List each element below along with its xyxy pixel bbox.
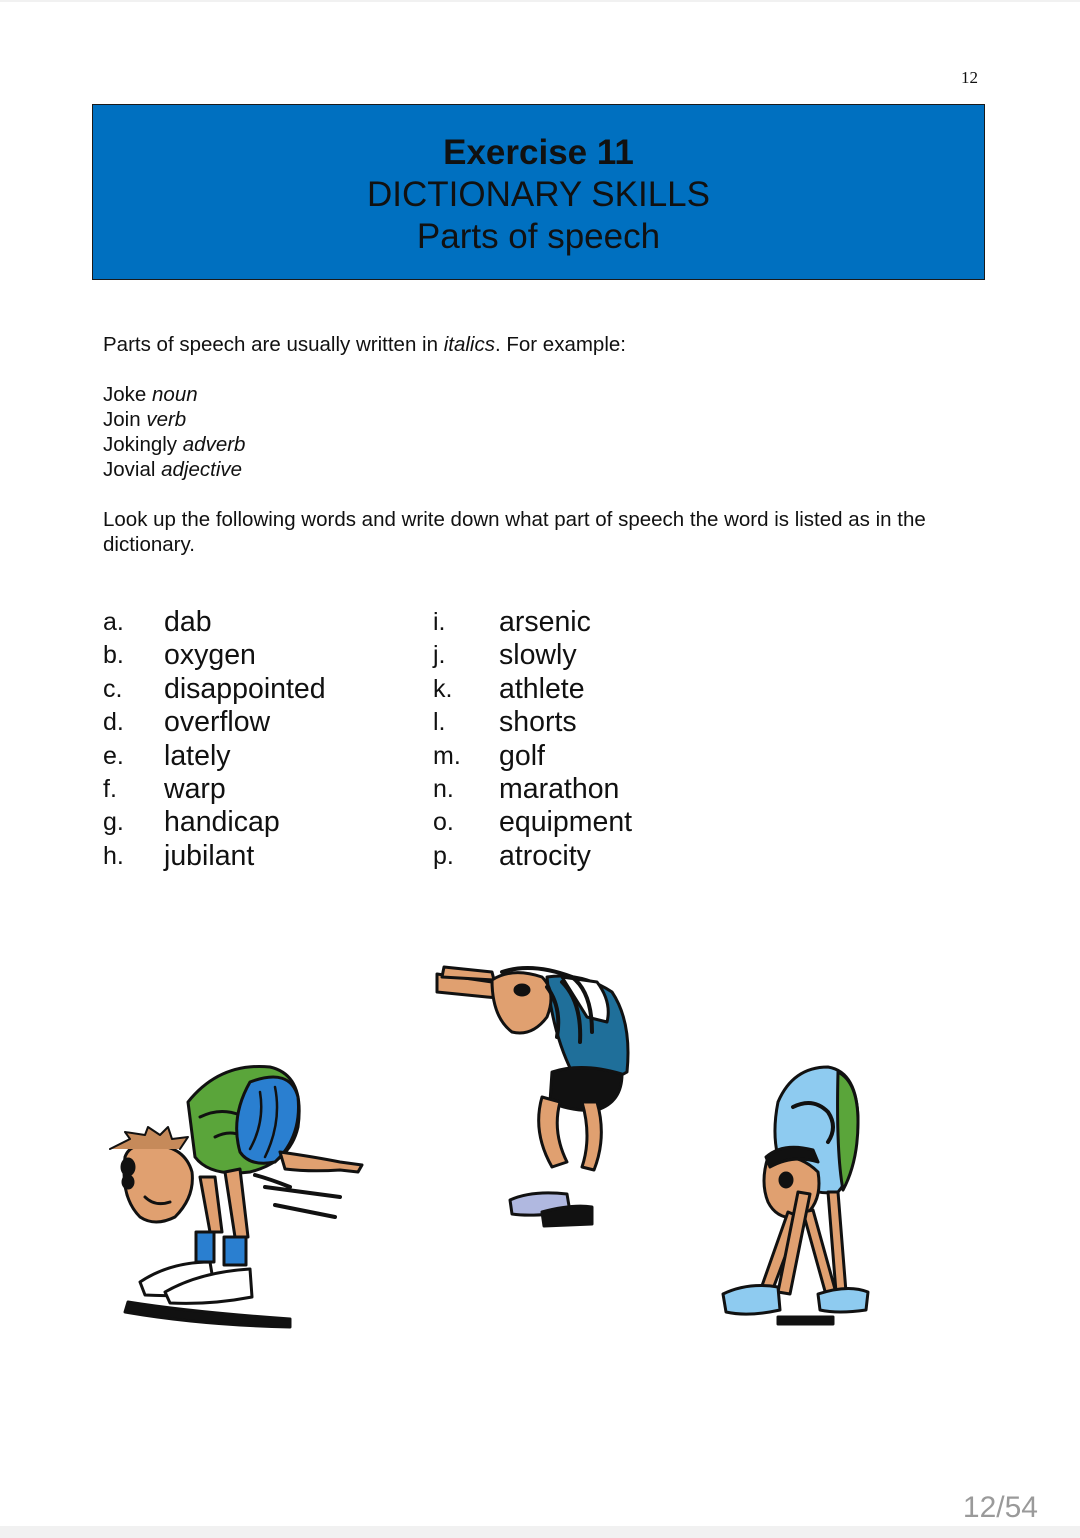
document-page [0, 2, 1080, 1526]
item-letter: g. [103, 808, 124, 837]
example-pos: adverb [182, 433, 246, 456]
item-letter: p. [433, 841, 454, 870]
item-word: athlete [499, 672, 585, 705]
item-word: golf [499, 739, 545, 772]
page-number: 12 [961, 68, 978, 87]
item-word: overflow [164, 706, 271, 739]
item-word: marathon [499, 772, 620, 805]
item-letter: o. [433, 808, 454, 837]
exercise-title: Exercise 11 [443, 133, 634, 172]
item-letter: m. [433, 741, 461, 770]
item-letter: j. [433, 641, 446, 670]
item-letter: f. [103, 774, 117, 803]
athlete-bending-illustration [100, 1057, 370, 1332]
example-word: Joke [103, 383, 147, 406]
item-word: slowly [499, 639, 577, 672]
exercise-subtitle: DICTIONARY SKILLS [367, 175, 710, 214]
item-letter: a. [103, 608, 124, 636]
item-letter: h. [103, 841, 124, 870]
item-letter: i. [433, 608, 446, 636]
intro-italic: italics [443, 333, 495, 356]
item-letter: k. [433, 674, 453, 703]
item-letter: l. [433, 708, 446, 737]
intro-text: Parts of speech are usually written in [103, 333, 444, 356]
item-word: lately [164, 739, 231, 772]
item-word: oxygen [164, 639, 256, 672]
item-word: equipment [499, 806, 633, 839]
athlete-toe-touch-illustration [718, 1062, 873, 1327]
example-word: Join [103, 408, 141, 431]
page-counter: 12/54 [962, 1491, 1038, 1524]
item-word: shorts [499, 706, 577, 739]
item-word: arsenic [499, 606, 591, 638]
item-letter: d. [103, 708, 124, 737]
item-letter: e. [103, 741, 124, 770]
item-word: jubilant [164, 839, 255, 872]
example-pos: noun [152, 383, 198, 406]
item-letter: c. [103, 674, 123, 703]
item-word: dab [164, 606, 212, 638]
example-line [103, 457, 245, 482]
example-pos: verb [146, 408, 187, 431]
item-word: atrocity [499, 839, 591, 872]
instruction-paragraph: Look up the following words and write down what part of speech the word is listed as in the dictionary. [103, 508, 926, 556]
example-line [103, 432, 245, 457]
athlete-stretching-illustration [432, 962, 637, 1232]
exercise-banner [92, 104, 985, 280]
example-pos: adjective [161, 458, 243, 481]
item-word: disappointed [164, 672, 326, 705]
item-word: warp [164, 772, 226, 805]
intro-text-end: . For example: [494, 333, 626, 356]
intro-paragraph [103, 332, 626, 357]
example-line [103, 382, 245, 407]
item-letter: b. [103, 641, 124, 670]
example-line [103, 407, 245, 432]
example-word: Jokingly [103, 433, 178, 456]
item-word: handicap [164, 806, 280, 839]
item-letter: n. [433, 774, 454, 803]
example-list [103, 382, 245, 482]
exercise-topic: Parts of speech [416, 217, 661, 256]
example-word: Jovial [103, 458, 156, 481]
